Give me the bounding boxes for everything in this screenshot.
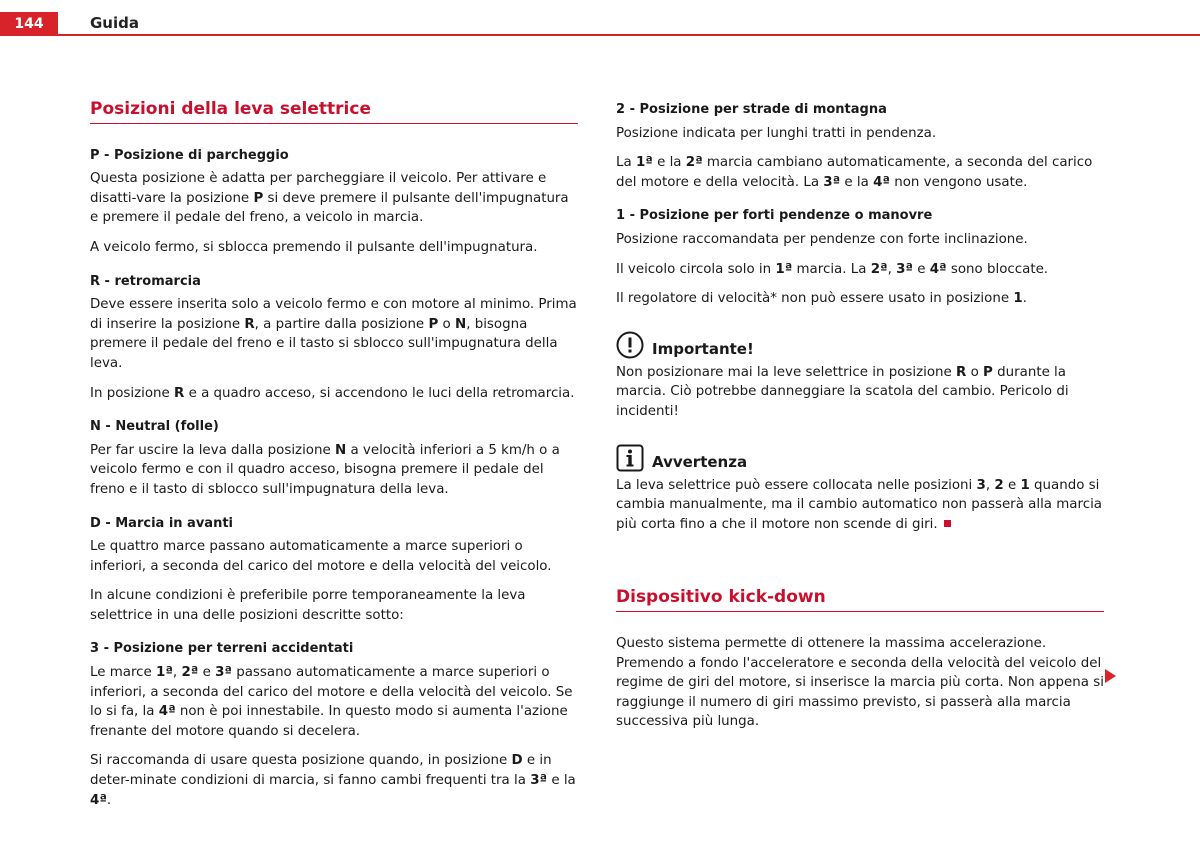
important-note-header bbox=[616, 331, 1104, 359]
paragraph-p-1: Questa posizione è adatta per parcheggiare il veicolo. Per attivare e disatti-vare la posizione P si deve premere il pulsante dell'impugnatura e premere il pedale del freno, a veicolo in marcia. bbox=[90, 171, 569, 226]
exclamation-circle-icon bbox=[616, 331, 644, 359]
subheading-p: P - Posizione di parcheggio bbox=[90, 147, 289, 163]
note-header bbox=[616, 444, 1104, 472]
paragraph-r-1: Deve essere inserita solo a veicolo fermo e con motore al minimo. Prima di inserire la posizione R, a partire dalla posizione P o N, bisogna premere il pedale del freno e il tasto si sblocco sull'impugnatura della leva. bbox=[90, 297, 577, 371]
subheading-3: 3 - Posizione per terreni accidentati bbox=[90, 641, 354, 657]
info-box-icon bbox=[616, 444, 644, 472]
header-rule bbox=[58, 34, 1200, 36]
subheading-d: D - Marcia in avanti bbox=[90, 515, 233, 531]
subheading-1: 1 - Posizione per forti pendenze o manovre bbox=[616, 208, 933, 224]
paragraph-d-1: Le quattro marce passano automaticamente a marce superiori o inferiori, a seconda del carico del motore e della velocità del veicolo. bbox=[90, 539, 552, 574]
subheading-n: N - Neutral (folle) bbox=[90, 419, 219, 435]
left-column bbox=[90, 100, 578, 810]
paragraph-1-3: Il regolatore di velocità* non può essere usato in posizione 1. bbox=[616, 291, 1027, 307]
important-title: Importante! bbox=[652, 339, 754, 358]
paragraph-n-1: Per far uscire la leva dalla posizione N a velocità inferiori a 5 km/h o a veicolo fermo e con il quadro acceso, bisogna premere il pedale del freno e il tasto di sblocco sull'impugnatura della leva. bbox=[90, 442, 560, 497]
important-text: Non posizionare mai la leve selettrice in posizione R o P durante la marcia. Ciò potrebbe danneggiare la scatola del cambio. Pericolo di incidenti! bbox=[616, 364, 1069, 419]
paragraph-kick-down: Questo sistema permette di ottenere la massima accelerazione. Premendo a fondo l'acceleratore e seconda della velocità del veicolo del regime de giri del motore, si inserisce la marcia più corta. Non appena si raggiunge il numero di giri massimo previsto, si passerà alla marcia successiva più lunga. bbox=[616, 635, 1104, 730]
paragraph-3-2: Si raccomanda di usare questa posizione quando, in posizione D e in deter-minate condizioni di marcia, si fanno cambi frequenti tra la 3ª e la 4ª. bbox=[90, 753, 576, 808]
heading-selector-positions: Posizioni della leva selettrice bbox=[90, 100, 578, 124]
paragraph-1-2: Il veicolo circola solo in 1ª marcia. La 2ª, 3ª e 4ª sono bloccate. bbox=[616, 261, 1049, 277]
note-title: Avvertenza bbox=[652, 452, 748, 471]
note-text: La leva selettrice può essere collocata nelle posizioni 3, 2 e 1 quando si cambia manualmente, ma il cambio automatico non passerà alla marcia più corta fino a che il motore non scende di giri. bbox=[616, 477, 1103, 532]
paragraph-2-2: La 1ª e la 2ª marcia cambiano automaticamente, a seconda del carico del motore e della velocità. La 3ª e la 4ª non vengono usate. bbox=[616, 155, 1093, 190]
subheading-r: R - retromarcia bbox=[90, 273, 201, 289]
page-number: 144 bbox=[0, 12, 58, 36]
next-page-arrow-icon bbox=[1105, 669, 1116, 683]
paragraph-p-2: A veicolo fermo, si sblocca premendo il pulsante dell'impugnatura. bbox=[90, 239, 538, 255]
page-header bbox=[0, 0, 1200, 36]
paragraph-2-1: Posizione indicata per lunghi tratti in pendenza. bbox=[616, 125, 937, 141]
paragraph-d-2: In alcune condizioni è preferibile porre temporaneamente la leva selettrice in una delle posizioni descritte sotto: bbox=[90, 588, 526, 623]
right-column bbox=[616, 100, 1104, 732]
subheading-2: 2 - Posizione per strade di montagna bbox=[616, 102, 887, 117]
paragraph-r-2: In posizione R e a quadro acceso, si accendono le luci della retromarcia. bbox=[90, 385, 575, 401]
paragraph-1-1: Posizione raccomandata per pendenze con forte inclinazione. bbox=[616, 231, 1028, 247]
heading-kick-down: Dispositivo kick-down bbox=[616, 588, 1104, 612]
paragraph-3-1: Le marce 1ª, 2ª e 3ª passano automaticamente a marce superiori o inferiori, a seconda del carico del motore e della velocità del veicolo. Se lo si fa, la 4ª non è poi innestabile. In questo modo si aumenta l'azione frenante del motore quando si decelera. bbox=[90, 665, 573, 739]
end-square-icon bbox=[944, 520, 951, 527]
section-title: Guida bbox=[90, 14, 139, 32]
